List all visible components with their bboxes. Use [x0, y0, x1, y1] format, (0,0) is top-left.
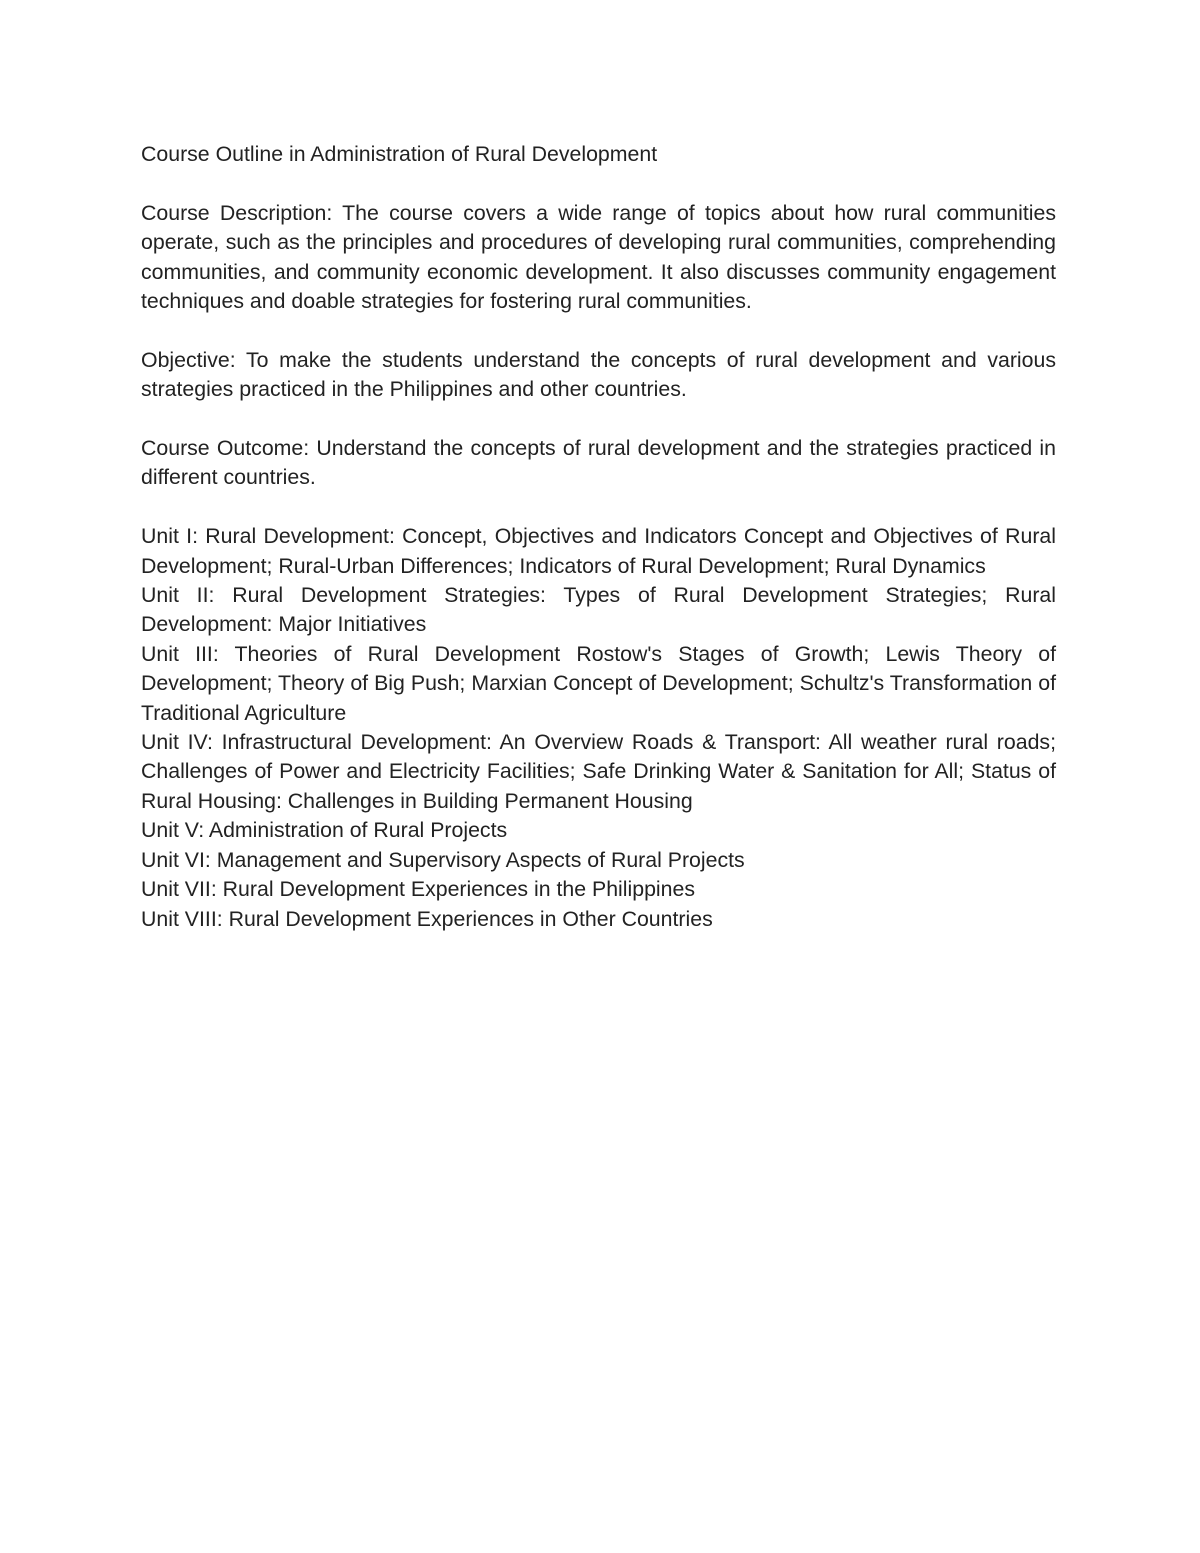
unit-item-7: Unit VII: Rural Development Experiences in the Philippines: [141, 877, 695, 902]
unit-item-1: Unit I: Rural Development: Concept, Objectives and Indicators Concept and Objectives of Rural Development; Rural-Urban Differences; Indicators of Rural Development; Rural Dynamics: [141, 524, 1056, 578]
document-title: Course Outline in Administration of Rural Development: [141, 142, 658, 166]
unit-item-4: Unit IV: Infrastructural Development: An Overview Roads & Transport: All weather rural roads; Challenges of Power and Electricity Facilities; Safe Drinking Water & Sanitation for All; Status of Rural Housing: Challenges in Building Permanent Housing: [141, 730, 1056, 813]
course-objective: Objective: To make the students understand the concepts of rural development and various strategies practiced in the Philippines and other countries.: [141, 347, 1056, 402]
unit-item-8: Unit VIII: Rural Development Experiences in Other Countries: [141, 906, 713, 931]
unit-item-5: Unit V: Administration of Rural Projects: [141, 818, 508, 843]
course-outcome: Course Outcome: Understand the concepts of rural development and the strategies practiced in different countries.: [141, 436, 1056, 490]
unit-item-2: Unit II: Rural Development Strategies: Types of Rural Development Strategies; Rural Development: Major Initiatives: [141, 583, 1056, 637]
unit-item-6: Unit VI: Management and Supervisory Aspects of Rural Projects: [141, 847, 745, 872]
unit-list: [141, 522, 1056, 934]
document-body: [141, 140, 1056, 934]
course-description: Course Description: The course covers a wide range of topics about how rural communities operate, such as the principles and procedures of developing rural communities, comprehending communities, and community economic development. It also discusses community engagement techniques and doable strategies for fostering rural communities.: [141, 200, 1056, 314]
unit-item-3: Unit III: Theories of Rural Development Rostow's Stages of Growth; Lewis Theory of Development; Theory of Big Push; Marxian Concept of Development; Schultz's Transformation of Traditional Agriculture: [141, 641, 1056, 725]
